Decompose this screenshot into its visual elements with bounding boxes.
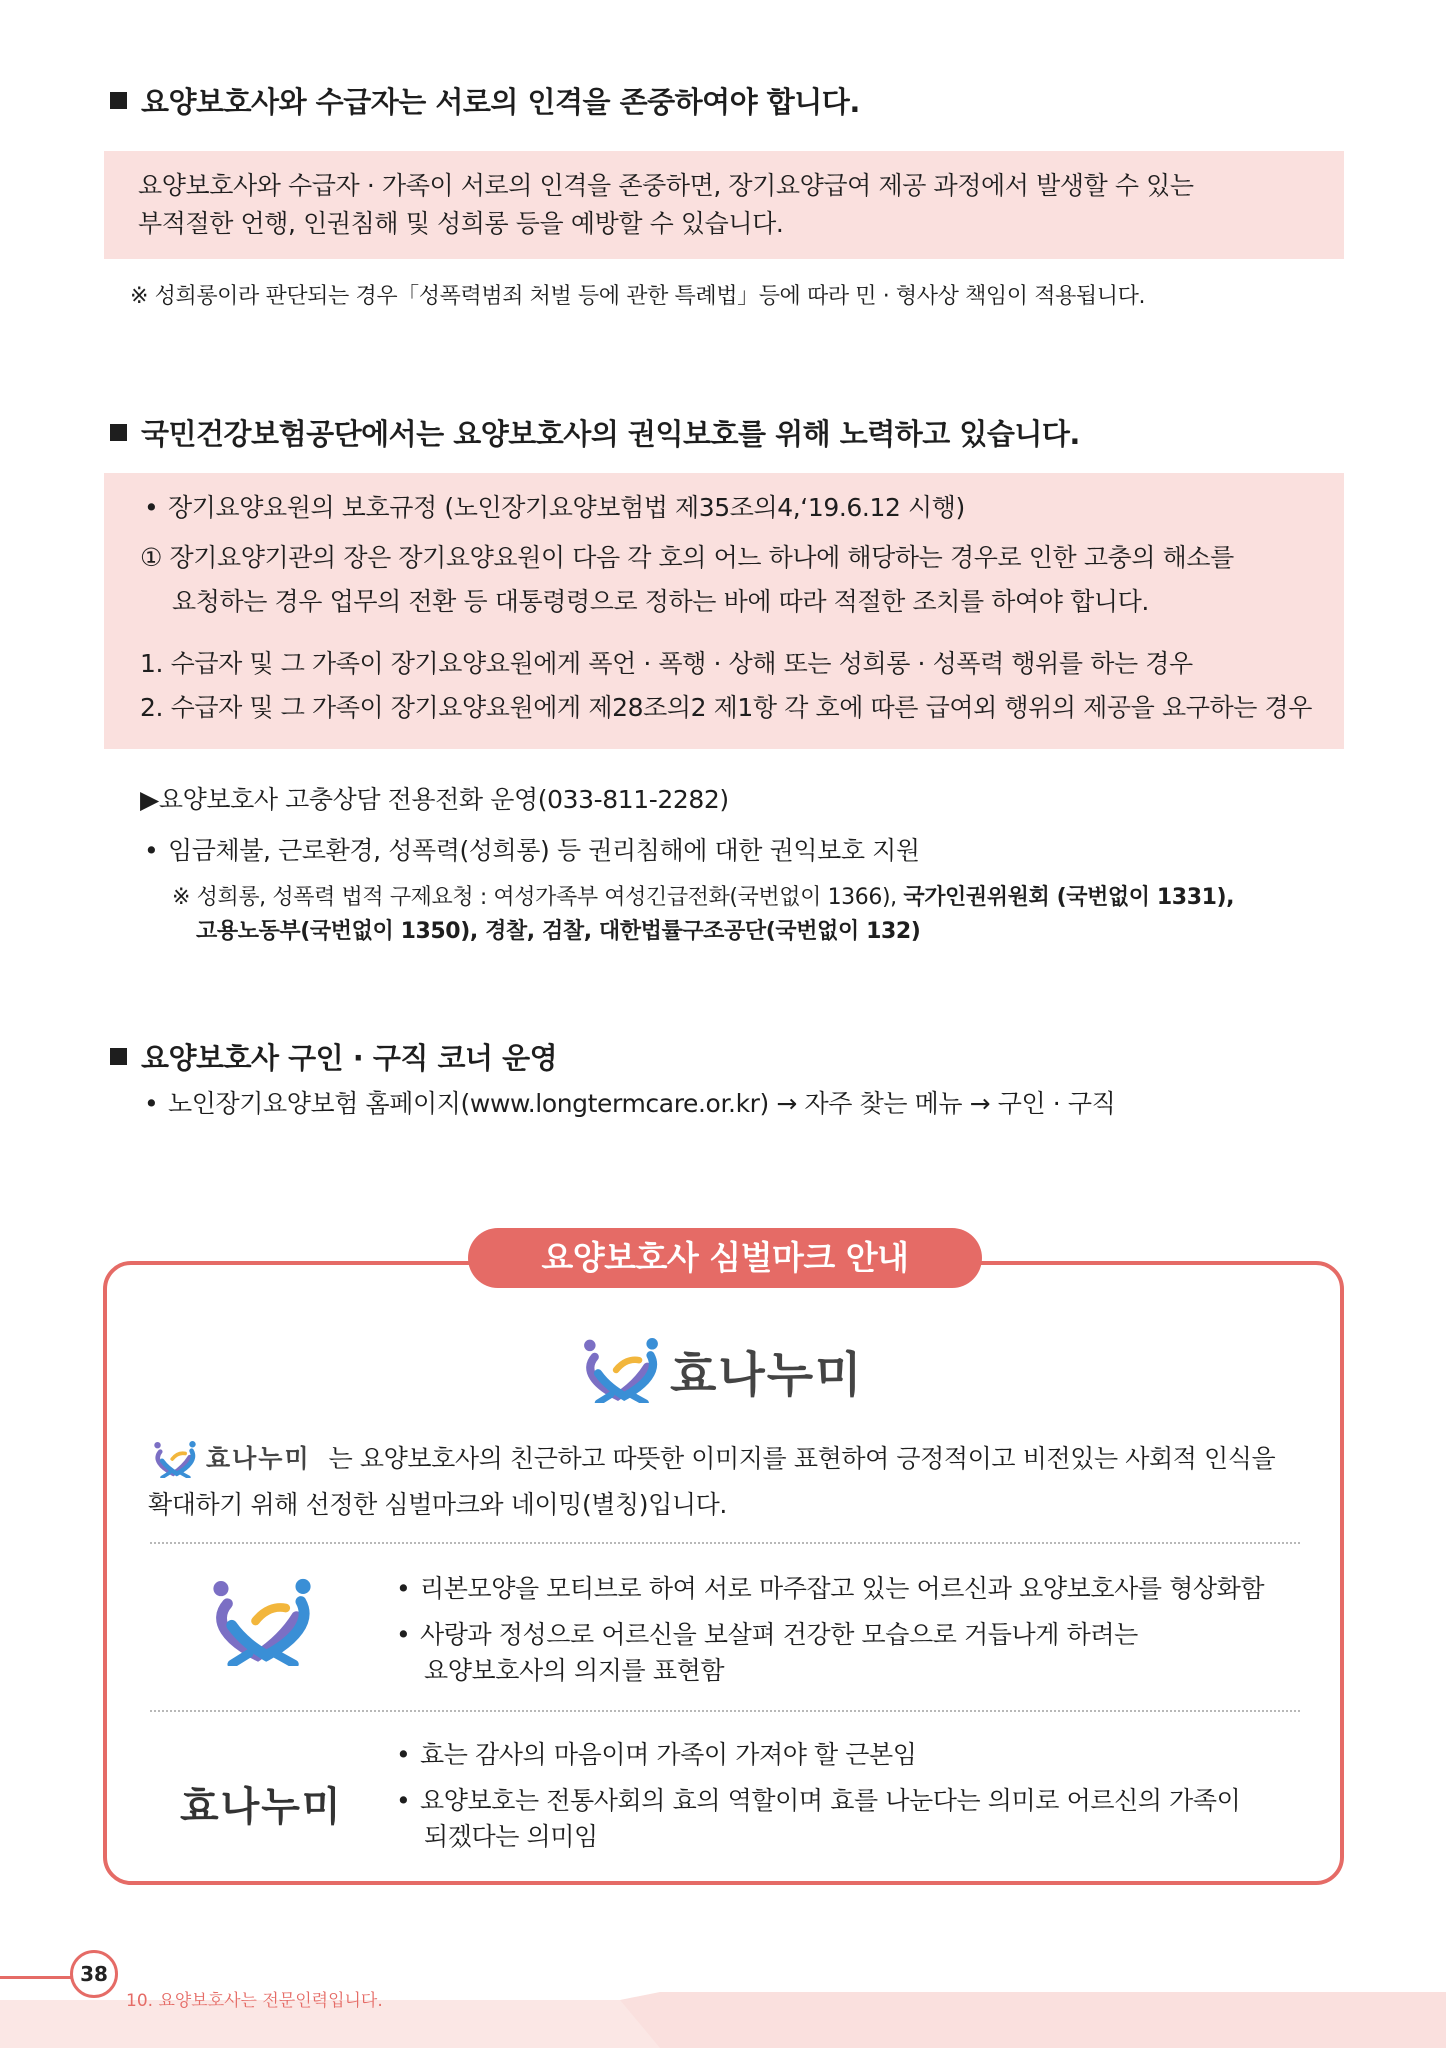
section1-box-line1: 요양보호사와 수급자 · 가족이 서로의 인격을 존중하면, 장기요양급여 제공 과정에서 발생할 수 있는: [138, 171, 1194, 200]
clause-line1: ① 장기요양기관의 장은 장기요양요원이 다음 각 호의 어느 하나에 해당하는 경우로 인한 고충의 해소를: [140, 543, 1234, 572]
main-logo: [580, 1330, 863, 1410]
clause-line2: 요청하는 경우 업무의 전환 등 대통령령으로 정하는 바에 따라 적절한 조치를 하여야 합니다.: [172, 587, 1149, 616]
square-bullet-icon: [110, 1048, 127, 1065]
legal-ref-line2: 고용노동부(국번없이 1350), 경찰, 검찰, 대한법률구조공단(국번없이 132): [196, 919, 921, 944]
section1-note: ※ 성희롱이라 판단되는 경우「성폭력범죄 처벌 등에 관한 특례법」등에 따라 민 · 형사상 책임이 적용됩니다.: [130, 284, 1146, 309]
section1-box: [104, 151, 1344, 259]
job-corner-bullet: • 노인장기요양보험 홈페이지(www.longtermcare.or.kr) → 자주 찾는 메뉴 → 구인 · 구직: [144, 1085, 1115, 1123]
ribbon-symbol-icon: [208, 1576, 316, 1666]
footer-accent-line: [0, 1976, 80, 1979]
card-intro-line1: [152, 1440, 1275, 1478]
card-intro-line2: 확대하기 위해 선정한 심벌마크와 네이밍(별칭)입니다.: [148, 1490, 727, 1519]
symbol-desc-bullet1: • 리본모양을 모티브로 하여 서로 마주잡고 있는 어르신과 요양보호사를 형상화함: [396, 1570, 1264, 1608]
card-divider-1: [150, 1542, 1300, 1544]
protection-rule-bullet: • 장기요양요원의 보호규정 (노인장기요양보험법 제35조의4,‘19.6.12 시행): [144, 489, 965, 527]
square-bullet-icon: [110, 424, 127, 441]
support-bullet: • 임금체불, 근로환경, 성폭력(성희롱) 등 권리침해에 대한 권익보호 지원: [144, 832, 920, 870]
section2-box: [104, 473, 1344, 749]
inline-brand-wordmark: 효나누미: [206, 1444, 311, 1473]
name-wordmark: 효나누미: [180, 1784, 343, 1830]
legal-ref-line1: ※ 성희롱, 성폭력 법적 구제요청 : 여성가족부 여성긴급전화(국번없이 1366), 국가인권위원회 (국번없이 1331),: [172, 885, 1235, 910]
section2-heading: 국민건강보험공단에서는 요양보호사의 권익보호를 위해 노력하고 있습니다.: [110, 412, 1080, 453]
ribbon-logo-icon: [580, 1337, 662, 1403]
clause-item1: 1. 수급자 및 그 가족이 장기요양요원에게 폭언 · 폭행 · 상해 또는 성희롱 · 성폭력 행위를 하는 경우: [140, 649, 1193, 678]
clause-item2: 2. 수급자 및 그 가족이 장기요양요원에게 제28조의2 제1항 각 호에 따른 급여외 행위의 제공을 요구하는 경우: [140, 693, 1313, 722]
name-desc-bullet2-line2: 되겠다는 의미임: [424, 1822, 598, 1851]
symbol-mark-card-title: 요양보호사 심벌마크 안내: [468, 1228, 982, 1288]
section3-heading: 요양보호사 구인 · 구직 코너 운영: [110, 1036, 557, 1077]
section1-box-line2: 부적절한 언행, 인권침해 및 성희롱 등을 예방할 수 있습니다.: [138, 209, 784, 238]
name-desc-bullet1: • 효는 감사의 마음이며 가족이 가져야 할 근본임: [396, 1736, 917, 1774]
page-number: 38: [70, 1950, 118, 1998]
card-divider-2: [150, 1710, 1300, 1712]
footer-chapter-title: 10. 요양보호사는 전문인력입니다.: [126, 1991, 383, 2011]
symbol-desc-bullet2-line2: 요양보호사의 의지를 표현함: [424, 1656, 725, 1685]
hotline-text: ▶요양보호사 고충상담 전용전화 운영(033-811-2282): [140, 785, 729, 814]
symbol-mark: [208, 1576, 316, 1670]
card-intro-text: 는 요양보호사의 친근하고 따뜻한 이미지를 표현하여 긍정적이고 비전있는 사회적 인식을: [328, 1444, 1276, 1473]
main-logo-wordmark: 효나누미: [670, 1346, 864, 1403]
name-desc-bullet2-line1: • 요양보호는 전통사회의 효의 역할이며 효를 나눈다는 의미로 어르신의 가족이: [396, 1782, 1240, 1820]
symbol-desc-bullet2-line1: • 사랑과 정성으로 어르신을 보살펴 건강한 모습으로 거듭나게 하려는: [396, 1616, 1138, 1654]
square-bullet-icon: [110, 92, 127, 109]
section1-heading: 요양보호사와 수급자는 서로의 인격을 존중하여야 합니다.: [110, 80, 860, 121]
ribbon-logo-small-icon: [152, 1440, 198, 1478]
